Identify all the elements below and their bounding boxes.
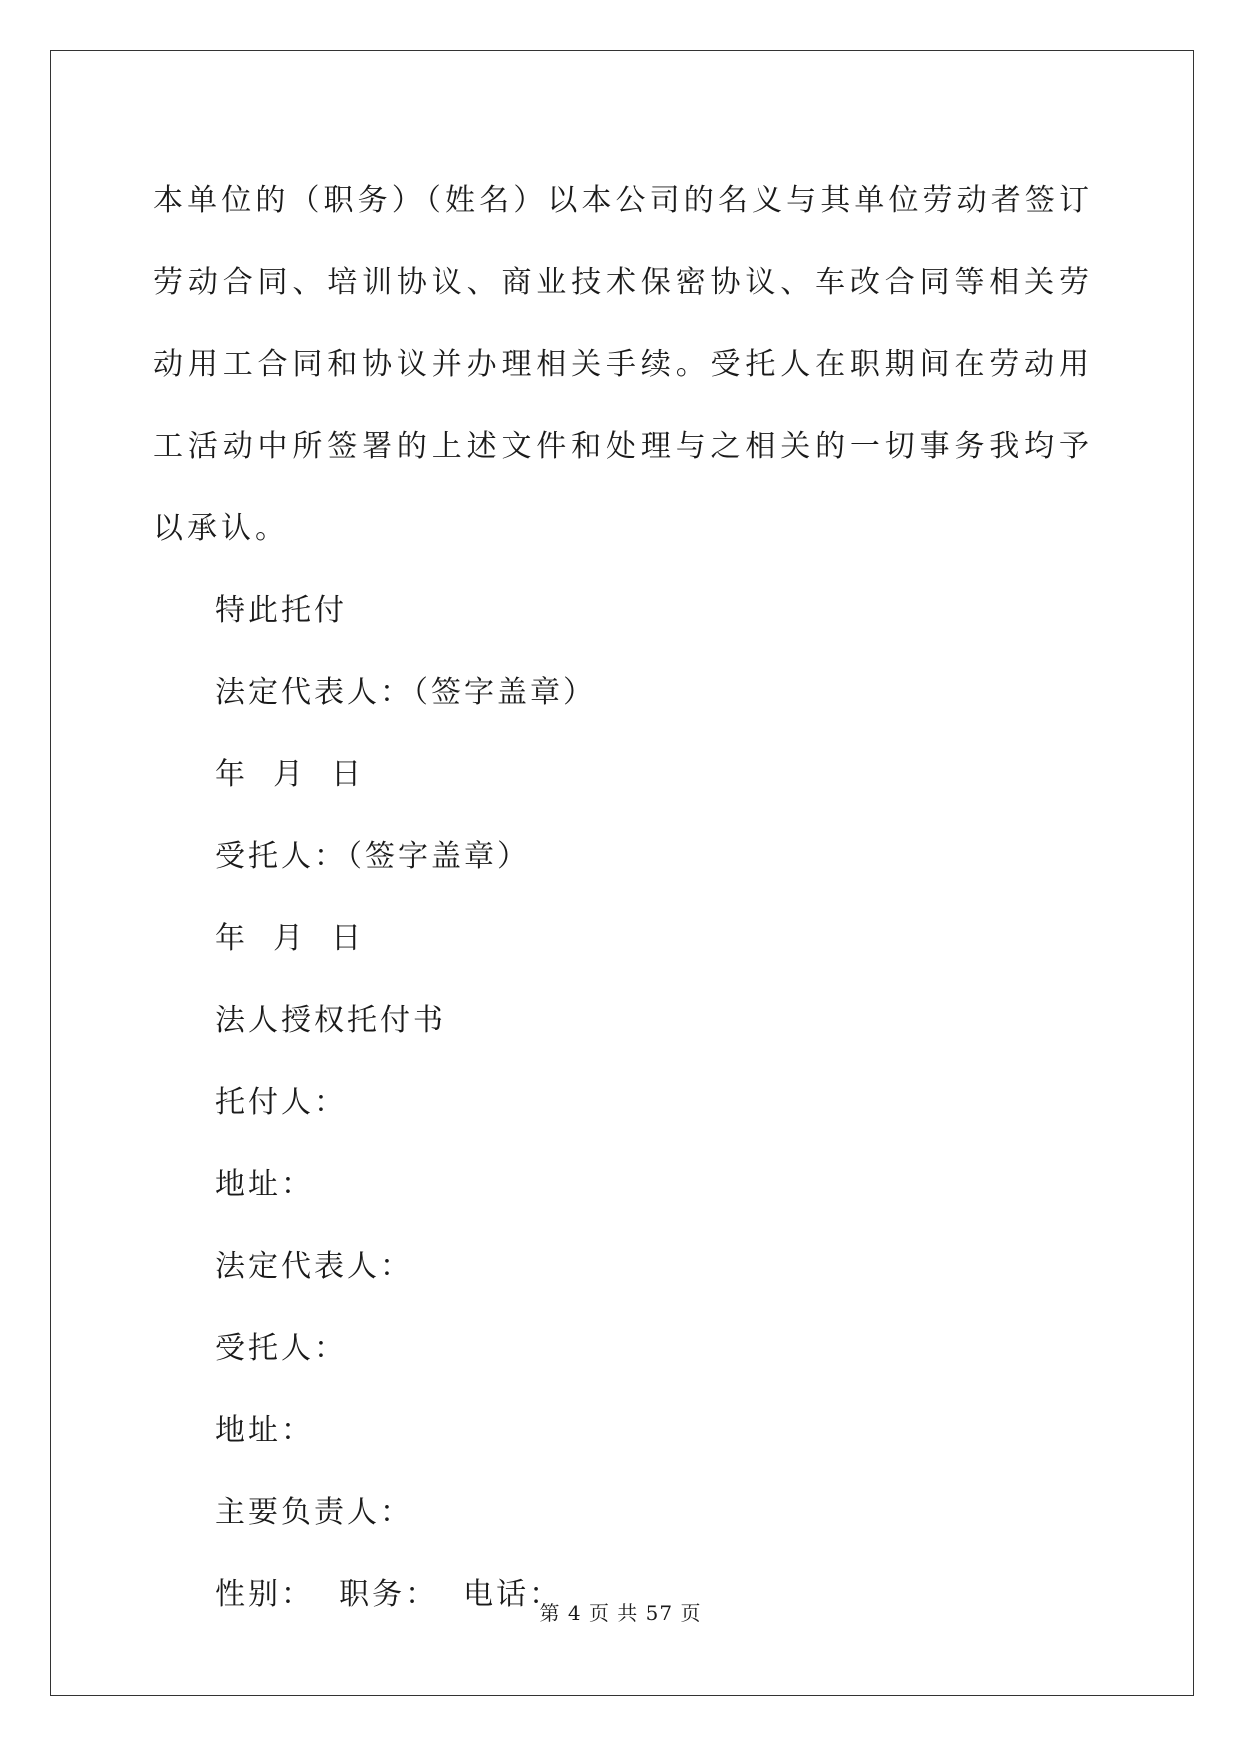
trustee-field: 受托人：	[215, 1331, 347, 1366]
section-title: 法人授权托付书	[215, 1003, 446, 1038]
address-field: 地址：	[215, 1167, 314, 1202]
body-paragraph: 本单位的（职务）（姓名）以本公司的名义与其单位劳动者签订劳动合同、培训协议、商业技术保密协议、车改合同等相关劳动用工合同和协议并办理相关手续。受托人在职期间在劳动用工活动中所签署的上述文件和处理与之相关的一切事务我均予以承认。	[153, 183, 1093, 546]
address-field: 地址：	[215, 1413, 314, 1448]
main-responsible-person-field: 主要负责人：	[215, 1495, 413, 1530]
closing-line: 特此托付	[215, 593, 347, 628]
legal-representative-field: 法定代表人：	[215, 1249, 413, 1284]
document-body	[153, 160, 1093, 1636]
principal-field: 托付人：	[215, 1085, 347, 1120]
page-number-footer: 第 4 页 共 57 页	[539, 1601, 702, 1625]
gender-position-phone-field: 性别： 职务： 电话：	[215, 1577, 563, 1612]
trustee-signature-line: 受托人：（签字盖章）	[215, 839, 530, 874]
legal-representative-signature-line: 法定代表人：（签字盖章）	[215, 675, 596, 710]
field-lines	[153, 570, 1093, 1636]
date-line: 年 月 日	[215, 757, 365, 792]
date-line: 年 月 日	[215, 921, 365, 956]
